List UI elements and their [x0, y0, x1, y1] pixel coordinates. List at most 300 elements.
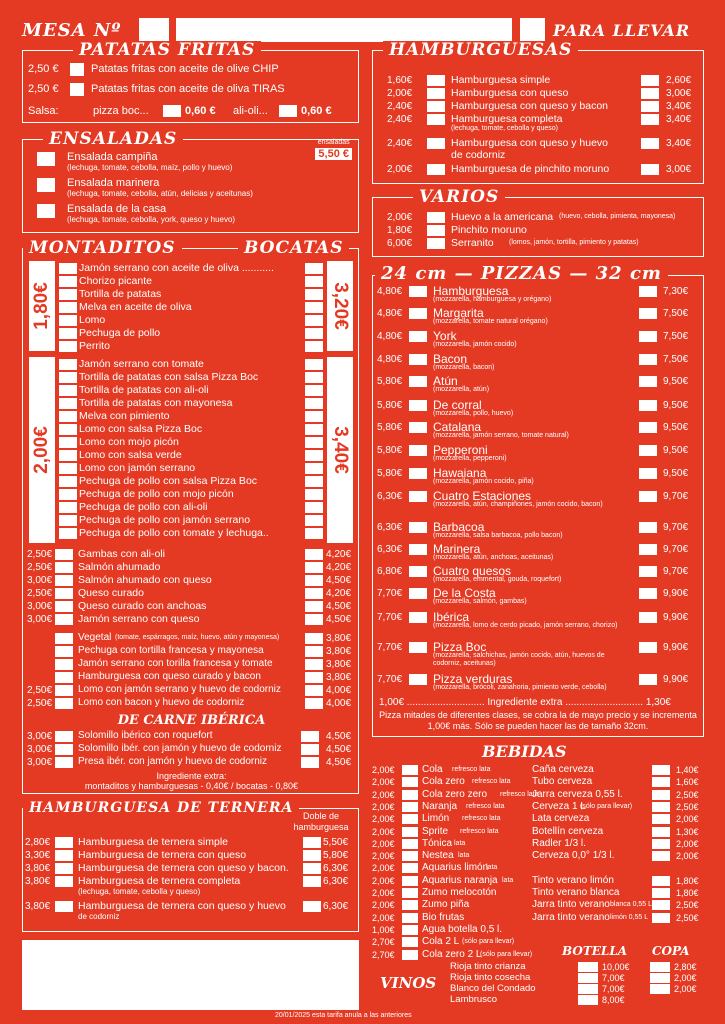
price-right: 2,60€: [666, 75, 692, 86]
bocata-check[interactable]: [305, 562, 323, 573]
montadito-name: Lomo: [79, 314, 106, 326]
hamburguesa-check[interactable]: [427, 138, 445, 149]
montadito-check[interactable]: [59, 515, 77, 526]
bebida-price: 2,00€: [372, 789, 395, 800]
montadito-check[interactable]: [59, 315, 77, 326]
ensalada-desc: (lechuga, tomate, cebolla, maíz, pollo y huevo): [67, 163, 233, 172]
bocata-check[interactable]: [305, 372, 323, 383]
bebida-check[interactable]: [402, 876, 418, 886]
price-right: 6,30€: [323, 863, 349, 874]
salsa-1-check[interactable]: [163, 105, 181, 117]
bocata-check[interactable]: [305, 463, 323, 474]
price-right: 4,50€: [326, 731, 352, 742]
montadito-name: Tortilla de patatas: [79, 288, 162, 300]
pizza-desc: (mozzarella, bacon): [433, 364, 495, 371]
montadito-check[interactable]: [59, 341, 77, 352]
doble-check[interactable]: [303, 863, 321, 874]
montadito-check[interactable]: [59, 372, 77, 383]
montadito-check[interactable]: [59, 385, 77, 396]
bocata-check[interactable]: [305, 276, 323, 287]
llevar-check[interactable]: [520, 18, 545, 42]
montadito-name: Perrito: [79, 340, 110, 352]
bocata-check[interactable]: [305, 646, 323, 657]
bocata-check[interactable]: [305, 411, 323, 422]
pizza-name: Catalana: [433, 420, 482, 434]
pizza-check-32[interactable]: [639, 400, 657, 411]
montadito-name: Jamón serrano con tomate: [79, 358, 204, 370]
montadito-check[interactable]: [55, 588, 73, 599]
hamburguesas-section: [372, 40, 704, 184]
bocata-check[interactable]: [305, 476, 323, 487]
notes-area[interactable]: [22, 940, 359, 1010]
pizza-name: Hamburguesa: [433, 284, 509, 298]
ensalada-name: Ensalada marinera: [67, 177, 160, 189]
bebida-check-r[interactable]: [652, 839, 670, 849]
ensalada-desc: (lechuga, tomate, cebolla, atún, delicias y aceitunas): [67, 189, 253, 198]
pizza-check-24[interactable]: [409, 544, 427, 555]
hamburguesa-check-r[interactable]: [641, 88, 659, 99]
montadito-check[interactable]: [59, 398, 77, 409]
pizza-check-32[interactable]: [639, 331, 657, 342]
montadito-check[interactable]: [55, 549, 73, 560]
bebida-check-r[interactable]: [652, 802, 670, 812]
bebida-check[interactable]: [402, 777, 418, 787]
copa-check[interactable]: [650, 973, 670, 983]
pizza-desc: (mozzarella, jamón serrano, tomate natural): [433, 432, 569, 439]
pizza-check-24[interactable]: [409, 376, 427, 387]
bebida-check-r[interactable]: [652, 851, 670, 861]
pizzas-section: [372, 263, 704, 737]
montadito-name: Queso curado con anchoas: [78, 600, 207, 612]
montadito-check[interactable]: [55, 731, 73, 742]
ternera-check[interactable]: [55, 837, 73, 848]
montadito-name: Pechuga de pollo con mojo picón: [79, 488, 234, 500]
montadito-check[interactable]: [55, 685, 73, 696]
pizza-check-24[interactable]: [409, 286, 427, 297]
pizza-desc: (mozzarella, tomate natural orégano): [433, 318, 548, 325]
patatas-section: [22, 40, 359, 123]
bocata-check[interactable]: [305, 289, 323, 300]
botella-check[interactable]: [578, 995, 598, 1005]
montadito-check[interactable]: [59, 528, 77, 539]
bebida-desc: (sólo para llevar): [480, 950, 533, 958]
bebida-check-r[interactable]: [652, 913, 670, 923]
doble-check[interactable]: [303, 837, 321, 848]
pizza-check-32[interactable]: [639, 588, 657, 599]
bocata-check[interactable]: [305, 588, 323, 599]
pizza-check-32[interactable]: [639, 422, 657, 433]
copa-check[interactable]: [650, 984, 670, 994]
bebida-name: Bio frutas: [422, 911, 465, 923]
price-right: 5,80€: [323, 850, 349, 861]
bocata-check[interactable]: [305, 549, 323, 560]
pizza-desc: (mozzarella, pollo, huevo): [433, 410, 514, 417]
bebida-check[interactable]: [402, 827, 418, 837]
bebida-price: 2,00€: [372, 851, 395, 862]
pizza-name: Cuatro Estaciones: [433, 489, 532, 503]
price-left: 5,80€: [377, 445, 403, 456]
ensalada-desc: (lechuga, tomate, cebolla, york, queso y huevo): [67, 215, 236, 224]
pizza-check-24[interactable]: [409, 612, 427, 623]
bebida-check[interactable]: [402, 950, 418, 960]
doble-check[interactable]: [303, 876, 321, 887]
price-left: 3,00€: [27, 744, 53, 755]
price-right: 4,20€: [326, 549, 352, 560]
hamburguesa-check[interactable]: [427, 88, 445, 99]
bebida-check-r[interactable]: [652, 888, 670, 898]
price-right: 3,00€: [666, 88, 692, 99]
ternera-name: Hamburguesa de ternera con queso y huevo: [78, 900, 286, 912]
montadito-name: Hamburguesa con queso curado y bacon: [78, 671, 261, 682]
bocata-check[interactable]: [305, 672, 323, 683]
pizza-check-32[interactable]: [639, 445, 657, 456]
montadito-check[interactable]: [59, 263, 77, 274]
hamburguesa-desc: (lechuga, tomate, cebolla y queso): [451, 125, 559, 132]
price-left: 3,80€: [25, 901, 51, 912]
ternera-check[interactable]: [55, 901, 73, 912]
bebida-name: Jarra cerveza 0,55 l.: [532, 788, 623, 800]
bocata-check[interactable]: [301, 757, 319, 768]
pizza-check-32[interactable]: [639, 522, 657, 533]
bebidas-section: [372, 740, 704, 1010]
bocata-check[interactable]: [305, 659, 323, 670]
pizza-check-32[interactable]: [639, 642, 657, 653]
hamburguesa-check[interactable]: [427, 114, 445, 125]
name-field[interactable]: [176, 18, 512, 42]
bebida-check[interactable]: [402, 839, 418, 849]
pizza-check-32[interactable]: [639, 612, 657, 623]
montadito-check[interactable]: [55, 575, 73, 586]
bebida-check[interactable]: [402, 913, 418, 923]
pizza-desc: (mozzarella, atún, champiñones, jamón cocido, bacon): [433, 501, 603, 508]
montadito-name: Pechuga de pollo con tomate y lechuga..: [79, 527, 269, 539]
pizza-note: Pizza mitades de diferentes clases, se cobra la de mayo precio y se incrementa 1,00€ más. Sólo se pueden hacer las de tamaño 32cm.: [379, 710, 697, 731]
price-left: 6,80€: [377, 566, 403, 577]
hamburguesa-check[interactable]: [427, 164, 445, 175]
hamburguesa-check-r[interactable]: [641, 75, 659, 86]
pizza-check-24[interactable]: [409, 400, 427, 411]
pizza-name: Cuatro quesos: [433, 564, 512, 578]
montadito-check[interactable]: [59, 424, 77, 435]
hamburguesa-check-r[interactable]: [641, 114, 659, 125]
bebida-price: 1,80€: [676, 875, 699, 886]
hamburguesa-check-r[interactable]: [641, 101, 659, 112]
bocata-check[interactable]: [305, 341, 323, 352]
montadito-check[interactable]: [59, 476, 77, 487]
pizza-check-24[interactable]: [409, 491, 427, 502]
varios-name: Serranito: [451, 237, 494, 249]
bebida-desc: (sólo para llevar): [580, 802, 633, 810]
price-right: 6,30€: [323, 901, 349, 912]
bocata-check[interactable]: [305, 614, 323, 625]
bebida-check[interactable]: [402, 863, 418, 873]
bebida-check[interactable]: [402, 765, 418, 775]
bocata-check[interactable]: [305, 450, 323, 461]
montadito-name: Lomo con mojo picón: [79, 436, 179, 448]
bebida-check[interactable]: [402, 937, 418, 947]
ternera-check[interactable]: [55, 863, 73, 874]
pizza-check-32[interactable]: [639, 376, 657, 387]
ternera-check[interactable]: [55, 876, 73, 887]
pizza-name: Pizza verduras: [433, 672, 513, 686]
pizza-name: Margarita: [433, 306, 484, 320]
bebida-desc: refresco lata: [460, 827, 499, 835]
bocata-check[interactable]: [305, 315, 323, 326]
price-left: 5,80€: [377, 376, 403, 387]
bocata-check[interactable]: [305, 575, 323, 586]
montadito-check[interactable]: [55, 601, 73, 612]
bocata-check[interactable]: [305, 328, 323, 339]
ternera-section: [22, 800, 359, 932]
copa-price: 2,00€: [674, 973, 697, 983]
montadito-name: Lomo con jamón serrano: [79, 462, 196, 474]
ensalada-check[interactable]: [37, 204, 55, 218]
varios-desc: (huevo, cebolla, pimienta, mayonesa): [559, 213, 676, 220]
pizza-check-32[interactable]: [639, 354, 657, 365]
ternera-title: HAMBURGUESA DE TERNERA: [23, 799, 299, 817]
hamburguesa-name: Hamburguesa con queso y huevo: [451, 137, 609, 149]
bocata-check[interactable]: [305, 263, 323, 274]
pizza-check-24[interactable]: [409, 566, 427, 577]
price-left: 2,00€: [387, 88, 413, 99]
bebida-check-r[interactable]: [652, 777, 670, 787]
montadito-check[interactable]: [55, 672, 73, 683]
ensalada-check[interactable]: [37, 178, 55, 192]
ternera-check[interactable]: [55, 850, 73, 861]
montadito-check[interactable]: [59, 328, 77, 339]
bebida-check[interactable]: [402, 851, 418, 861]
pizza-check-24[interactable]: [409, 468, 427, 479]
montadito-check[interactable]: [55, 659, 73, 670]
bebida-price: 1,00€: [372, 924, 395, 935]
pizza-check-32[interactable]: [639, 468, 657, 479]
bocata-check[interactable]: [305, 633, 323, 644]
copa-price: 2,80€: [674, 962, 697, 972]
bocata-check[interactable]: [305, 515, 323, 526]
ternera-name: Hamburguesa de ternera simple: [78, 836, 228, 848]
ensalada-name: Ensalada campiña: [67, 151, 158, 163]
pizzas-title: 24 cm — PIZZAS — 32 cm: [375, 265, 668, 283]
varios-check[interactable]: [427, 212, 445, 223]
bebida-name: Radler 1/3 l.: [532, 837, 586, 849]
varios-check[interactable]: [427, 238, 445, 249]
pizza-check-32[interactable]: [639, 544, 657, 555]
bebida-desc: lata: [454, 839, 466, 847]
price-right: 9,50€: [663, 376, 689, 387]
bebida-price: 2,00€: [372, 900, 395, 911]
montadito-check[interactable]: [55, 633, 73, 644]
botella-check[interactable]: [578, 962, 598, 972]
pizza-check-32[interactable]: [639, 566, 657, 577]
bocata-check[interactable]: [301, 731, 319, 742]
montadito-check[interactable]: [59, 302, 77, 313]
bebida-check-r[interactable]: [652, 900, 670, 910]
montadito-check[interactable]: [55, 698, 73, 709]
bocata-check[interactable]: [305, 502, 323, 513]
price-left: 5,80€: [377, 400, 403, 411]
montadito-check[interactable]: [55, 562, 73, 573]
montadito-name: Salmón ahumado con queso: [78, 574, 212, 586]
bebida-check-r[interactable]: [652, 814, 670, 824]
pizza-check-24[interactable]: [409, 522, 427, 533]
bebida-check[interactable]: [402, 802, 418, 812]
pizza-name: De la Costa: [433, 586, 496, 600]
hamburguesa-check-r[interactable]: [641, 164, 659, 175]
price-left: 3,00€: [27, 601, 53, 612]
bocata-check[interactable]: [305, 685, 323, 696]
montadito-check[interactable]: [55, 757, 73, 768]
bocata-check[interactable]: [305, 359, 323, 370]
bebida-price: 2,00€: [676, 851, 699, 862]
varios-check[interactable]: [427, 225, 445, 236]
price-right: 4,50€: [326, 614, 352, 625]
bebida-check[interactable]: [402, 888, 418, 898]
pizza-check-24[interactable]: [409, 354, 427, 365]
montadito-check[interactable]: [59, 411, 77, 422]
pizza-check-32[interactable]: [639, 674, 657, 685]
ensalada-check[interactable]: [37, 152, 55, 166]
price-left: 6,30€: [377, 491, 403, 502]
doble-check[interactable]: [303, 901, 321, 912]
bebida-check[interactable]: [402, 790, 418, 800]
pizza-check-24[interactable]: [409, 445, 427, 456]
pizza-check-24[interactable]: [409, 642, 427, 653]
bebida-price: 2,00€: [372, 912, 395, 923]
montadito-check[interactable]: [59, 359, 77, 370]
price-right: 4,20€: [326, 588, 352, 599]
montadito-check[interactable]: [55, 646, 73, 657]
bocata-check[interactable]: [305, 302, 323, 313]
bocata-check[interactable]: [305, 437, 323, 448]
hamburguesa-check-r[interactable]: [641, 138, 659, 149]
bebida-check-r[interactable]: [652, 765, 670, 775]
pizza-desc: (mozzarella, atún): [433, 386, 490, 393]
montadito-check[interactable]: [59, 437, 77, 448]
pizza-desc: (mozzarella, salchichas, jamón cocido, atún, huevos de codorniz, aceitunas): [433, 652, 605, 667]
price-right: 9,90€: [663, 642, 689, 653]
price-left: 3,00€: [27, 731, 53, 742]
bebida-name: Jarra tinto verano: [532, 899, 610, 911]
bocata-check[interactable]: [305, 424, 323, 435]
price-left: 7,70€: [377, 588, 403, 599]
salsa-2-price: 0,60 €: [301, 105, 332, 117]
price-left: 1,80€: [387, 225, 413, 236]
bebida-desc: (sólo para llevar): [462, 938, 515, 946]
bocata-check[interactable]: [305, 489, 323, 500]
iberica-title: DE CARNE IBÉRICA: [117, 713, 266, 728]
montadito-check[interactable]: [55, 744, 73, 755]
montadito-name: Presa ibér. con jamón y huevo de codorniz: [78, 756, 267, 767]
price-right: 4,50€: [326, 744, 352, 755]
bebida-name: Aquarius limón: [422, 862, 489, 874]
bebida-name: Cola zero: [422, 776, 465, 788]
botella-price: 7,00€: [602, 984, 625, 994]
copa-check[interactable]: [650, 962, 670, 972]
bebida-check-r[interactable]: [652, 790, 670, 800]
bebida-price: 2,00€: [676, 838, 699, 849]
doble-check[interactable]: [303, 850, 321, 861]
hamburguesa-check[interactable]: [427, 101, 445, 112]
montadito-name: Melva con pimiento: [79, 410, 170, 422]
patata-check[interactable]: [70, 63, 84, 76]
bebida-check[interactable]: [402, 900, 418, 910]
price-left: 2,50€: [27, 549, 53, 560]
montadito-name: Tortilla de patatas con salsa Pizza Boc: [79, 371, 259, 383]
price-right: 3,80€: [326, 659, 352, 670]
patata-check[interactable]: [70, 83, 84, 96]
bocatas-title: BOCATAS: [238, 239, 349, 257]
salsa-2-check[interactable]: [279, 105, 297, 117]
doble-label: Doble de hamburguesa: [293, 811, 349, 832]
montadito-check[interactable]: [59, 289, 77, 300]
bebida-check[interactable]: [402, 814, 418, 824]
pizza-check-32[interactable]: [639, 308, 657, 319]
bocata-check[interactable]: [305, 398, 323, 409]
montadito-name: Solomillo ibér. con jamón y huevo de codorniz: [78, 743, 282, 754]
montadito-name: Queso curado: [78, 587, 144, 599]
pizza-check-24[interactable]: [409, 588, 427, 599]
montadito-check[interactable]: [59, 463, 77, 474]
bocata-check[interactable]: [305, 385, 323, 396]
botella-check[interactable]: [578, 973, 598, 983]
bebida-name: Zumo melocotón: [422, 887, 497, 898]
price-left: 3,80€: [25, 876, 51, 887]
montadito-check[interactable]: [59, 276, 77, 287]
bocata-check[interactable]: [305, 528, 323, 539]
montadito-check[interactable]: [59, 489, 77, 500]
mesa-field[interactable]: [139, 18, 169, 42]
bebida-desc: refresco lata: [452, 766, 491, 773]
patata-name: Patatas fritas con aceite de olive CHIP: [91, 63, 279, 75]
bebida-price: 2,50€: [676, 912, 699, 923]
price-right: 7,50€: [663, 354, 689, 365]
salsa-1: pizza boc...: [93, 105, 149, 117]
pizza-check-24[interactable]: [409, 422, 427, 433]
bebida-price: 2,00€: [372, 826, 395, 837]
price-right: 9,90€: [663, 674, 689, 685]
bocata-check[interactable]: [301, 744, 319, 755]
ternera-name: Hamburguesa de ternera con queso: [78, 849, 247, 861]
hamburguesa-check[interactable]: [427, 75, 445, 86]
bebida-check[interactable]: [402, 925, 418, 935]
montadito-check[interactable]: [55, 614, 73, 625]
bebida-desc: refresco lata: [500, 790, 539, 798]
price-right: 3,40€: [666, 101, 692, 112]
pizza-check-32[interactable]: [639, 491, 657, 502]
bocata-check[interactable]: [305, 698, 323, 709]
pizza-check-24[interactable]: [409, 674, 427, 685]
varios-section: [372, 187, 704, 257]
pizza-desc: (mozzarella, emmental, gouda, roquefort): [433, 576, 562, 583]
bebida-check-r[interactable]: [652, 827, 670, 837]
bebida-desc: refresco lata: [462, 815, 501, 823]
price-right: 5,50€: [323, 837, 349, 848]
price-left: 3,80€: [25, 863, 51, 874]
price-right: 7,50€: [663, 308, 689, 319]
pizza-check-32[interactable]: [639, 286, 657, 297]
pizza-check-24[interactable]: [409, 308, 427, 319]
botella-check[interactable]: [578, 984, 598, 994]
bebida-check-r[interactable]: [652, 876, 670, 886]
bocata-check[interactable]: [305, 601, 323, 612]
pizza-check-24[interactable]: [409, 331, 427, 342]
ensalada-name: Ensalada de la casa: [67, 203, 167, 215]
montadito-check[interactable]: [59, 450, 77, 461]
montadito-check[interactable]: [59, 502, 77, 513]
salsa-label: Salsa:: [28, 105, 59, 117]
price-right: 4,50€: [326, 757, 352, 768]
price-left: 2,40€: [387, 114, 413, 125]
